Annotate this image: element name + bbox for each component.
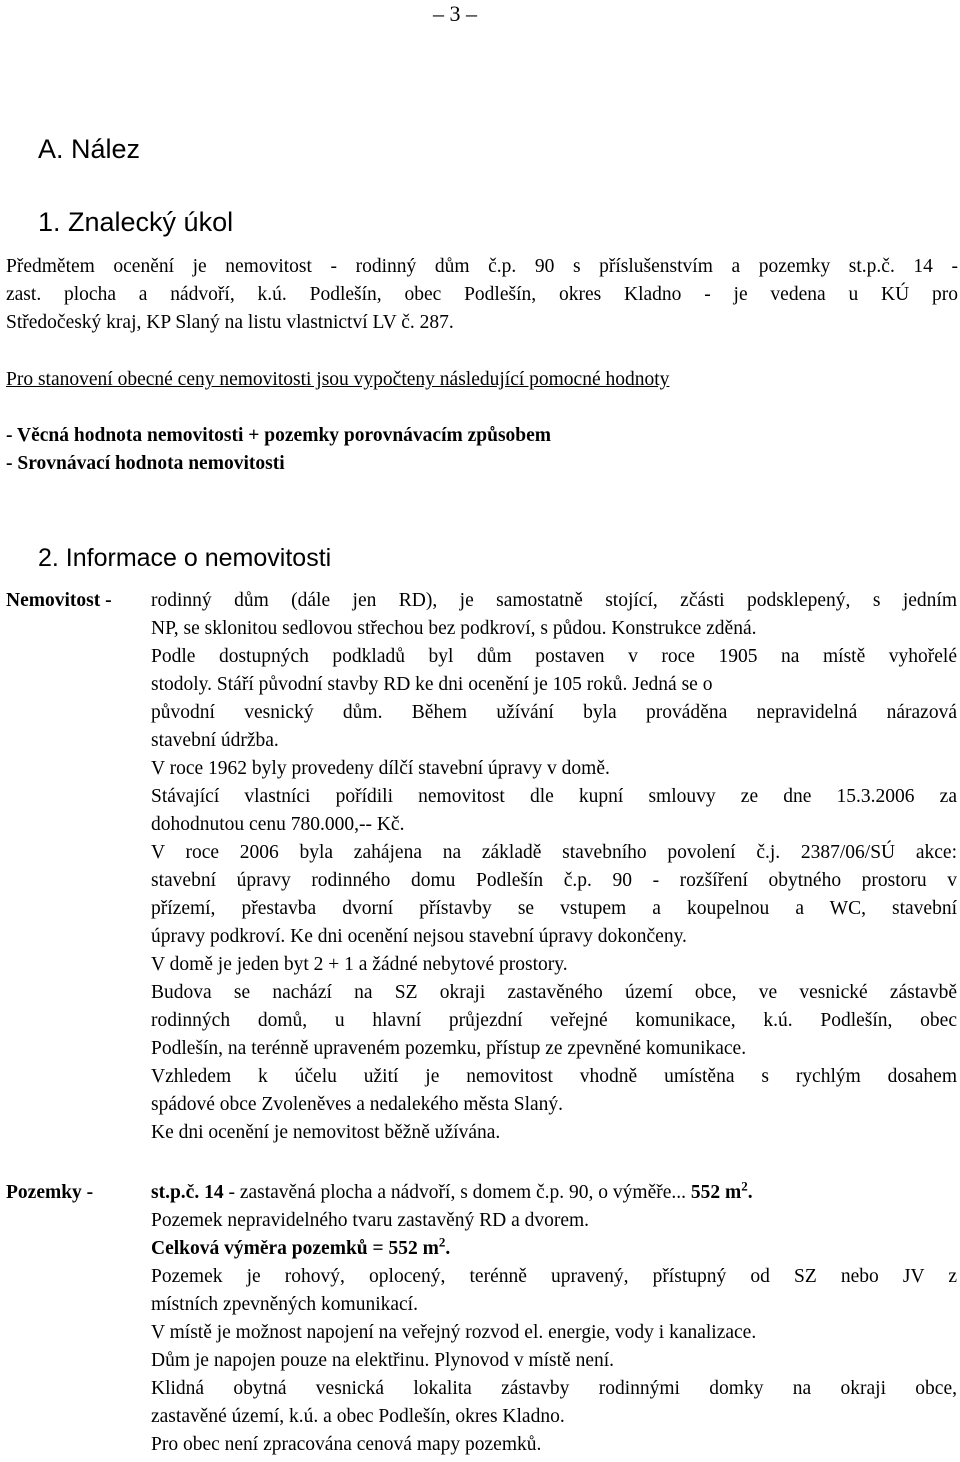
- pozemky-total-area: Celková výměra pozemků = 552 $m^2$.: [151, 1234, 451, 1259]
- nemovitost-line-1: rodinný dům (dále jen RD), je samostatně stojící, zčásti podsklepený, s jedním: [151, 590, 957, 611]
- nemovitost-line-8: Stávající vlastníci pořídili nemovitost dle kupní smlouvy ze dne 15.3.2006 za: [151, 786, 957, 807]
- nemovitost-line-5: původní vesnický dům. Během užívání byla prováděna nepravidelná nárazová: [151, 702, 957, 723]
- nemovitost-line-2: NP, se sklonitou sedlovou střechou bez podkroví, s půdou. Konstrukce zděná.: [151, 618, 757, 639]
- helper-value-item-1: - Věcná hodnota nemovitosti + pozemky porovnávacím způsobem: [6, 425, 552, 446]
- nemovitost-line-18: Vzhledem k účelu užití je nemovitost vhodně umístěna s rychlým dosahem: [151, 1066, 957, 1087]
- pozemky-shape-line: Pozemek nepravidelného tvaru zastavěný RD a dvorem.: [151, 1210, 590, 1231]
- section-heading-a: A. Nález: [38, 134, 141, 164]
- nemovitost-line-12: přízemí, přestavba dvorní přístavby se vstupem a koupelnou a WC, stavební: [151, 898, 957, 919]
- pozemky-parcel-line: [151, 1179, 957, 1207]
- pozemky-label: Pozemky -: [6, 1182, 94, 1203]
- nemovitost-line-14: V domě je jeden byt 2 + 1 a žádné nebytové prostory.: [151, 954, 568, 975]
- nemovitost-line-19: spádové obce Zvoleněves a nedalekého města Slaný.: [151, 1094, 564, 1115]
- nemovitost-label: Nemovitost -: [6, 590, 112, 611]
- nemovitost-line-7: V roce 1962 byly provedeny dílčí stavební úpravy v domě.: [151, 758, 610, 779]
- intro-line-2: zast. plocha a nádvoří, k.ú. Podlešín, obec Podlešín, okres Kladno - je vedena u KÚ pro: [6, 284, 958, 305]
- pozemky-line-1: Pozemek je rohový, oplocený, terénně upravený, přístupný od SZ nebo JV z: [151, 1266, 957, 1287]
- page-number: – 3 –: [433, 1, 477, 26]
- helper-value-item-2: - Srovnávací hodnota nemovitosti: [6, 453, 285, 474]
- nemovitost-line-3: Podle dostupných podkladů byl dům postaven v roce 1905 na místě vyhořelé: [151, 646, 957, 667]
- pozemky-line-6: zastavěné území, k.ú. a obec Podlešín, okres Kladno.: [151, 1406, 565, 1427]
- nemovitost-line-4: stodoly. Stáří původní stavby RD ke dni ocenění je 105 roků. Jedná se o: [151, 674, 713, 695]
- nemovitost-line-11: stavební úpravy rodinného domu Podlešín č.p. 90 - rozšíření obytného prostoru v: [151, 870, 957, 891]
- nemovitost-line-13: úpravy podkroví. Ke dni ocenění nejsou stavební úpravy dokončeny.: [151, 926, 687, 947]
- parcel-number: st.p.č. 14: [151, 1182, 224, 1203]
- pozemky-line-2: místních zpevněných komunikací.: [151, 1294, 418, 1315]
- section-heading-2: 2. Informace o nemovitosti: [38, 544, 332, 572]
- nemovitost-line-10: V roce 2006 byla zahájena na základě stavebního povolení č.j. 2387/06/SÚ akce:: [151, 842, 957, 863]
- pozemky-line-5: Klidná obytná vesnická lokalita zástavby rodinnými domky na okraji obce,: [151, 1378, 957, 1399]
- parcel-description: - zastavěná plocha a nádvoří, s domem č.p. 90, o výměře...: [223, 1182, 691, 1203]
- intro-line-3: Středočeský kraj, KP Slaný na listu vlastnictví LV č. 287.: [6, 312, 454, 333]
- section-heading-1: 1. Znalecký úkol: [38, 207, 234, 237]
- pozemky-line-4: Dům je napojen pouze na elektřinu. Plynovod v místě není.: [151, 1350, 615, 1371]
- helper-values-title: Pro stanovení obecné ceny nemovitosti jsou vypočteny následující pomocné hodnoty: [6, 369, 670, 390]
- nemovitost-line-17: Podlešín, na terénně upraveném pozemku, přístup ze zpevněné komunikace.: [151, 1038, 747, 1059]
- nemovitost-line-16: rodinných domů, u hlavní průjezdní veřejné komunikace, k.ú. Podlešín, obec: [151, 1010, 957, 1031]
- pozemky-line-7: Pro obec není zpracována cenová mapy pozemků.: [151, 1434, 542, 1455]
- nemovitost-line-20: Ke dni ocenění je nemovitost běžně užívána.: [151, 1122, 501, 1143]
- intro-line-1: Předmětem ocenění je nemovitost - rodinný dům č.p. 90 s příslušenstvím a pozemky st.p.č. 14 -: [6, 256, 958, 277]
- pozemky-line-3: V místě je možnost napojení na veřejný rozvod el. energie, vody i kanalizace.: [151, 1322, 757, 1343]
- nemovitost-line-6: stavební údržba.: [151, 730, 279, 751]
- parcel-area: 552 $m^2$.: [690, 1178, 753, 1203]
- nemovitost-line-15: Budova se nachází na SZ okraji zastavěného území obce, ve vesnické zástavbě: [151, 982, 957, 1003]
- nemovitost-line-9: dohodnutou cenu 780.000,-- Kč.: [151, 814, 405, 835]
